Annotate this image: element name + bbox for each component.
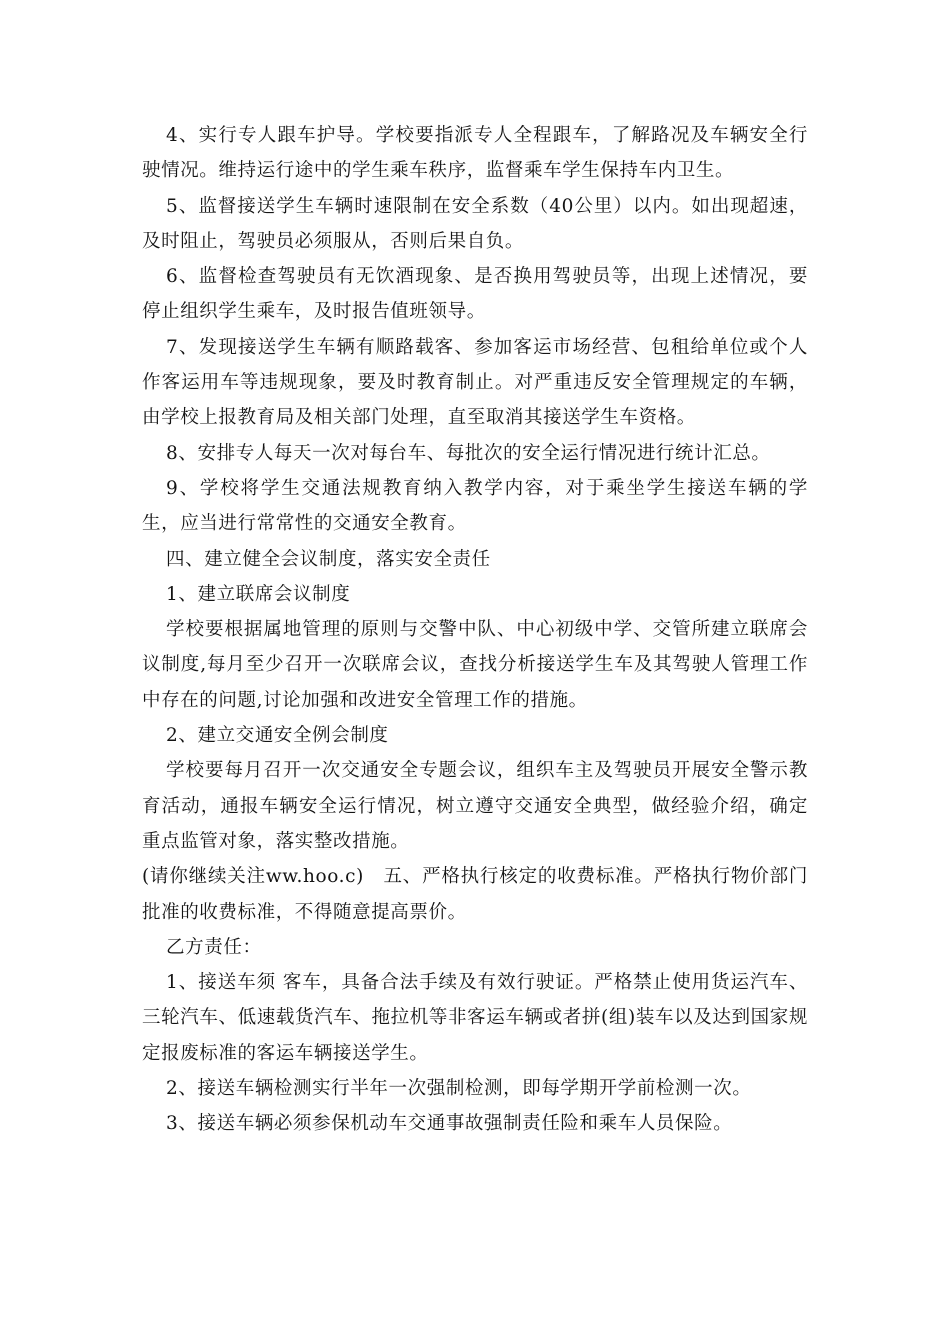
paragraph-item-9: 9、学校将学生交通法规教育纳入教学内容，对于乘坐学生接送车辆的学生，应当进行常常性的交通安全教育。 bbox=[142, 477, 808, 535]
section-heading-4: 四、建立健全会议制度，落实安全责任 bbox=[166, 548, 491, 570]
party-b-item-1: 1、接送车须 客车，具备合法手续及有效行驶证。严格禁止使用货运汽车、三轮汽车、低速载货汽车、拖拉机等非客运车辆或者拼(组)装车以及达到国家规定报废标准的客运车辆接送学生。 bbox=[142, 972, 808, 1064]
party-b-item-3: 3、接送车辆必须参保机动车交通事故强制责任险和乘车人员保险。 bbox=[166, 1113, 733, 1135]
document-body bbox=[142, 118, 808, 1142]
paragraph-item-4: 4、实行专人跟车护导。学校要指派专人全程跟车，了解路况及车辆安全行驶情况。维持运行途中的学生乘车秩序，监督乘车学生保持车内卫生。 bbox=[142, 125, 808, 182]
party-b-heading: 乙方责任： bbox=[166, 936, 262, 958]
paragraph-item-5: 5、监督接送学生车辆时速限制在安全系数（40公里）以内。如出现超速，及时阻止，驾驶员必须服从，否则后果自负。 bbox=[142, 195, 808, 252]
paragraph-item-6: 6、监督检查驾驶员有无饮酒现象、是否换用驾驶员等，出现上述情况，要停止组织学生乘车，及时报告值班领导。 bbox=[142, 266, 808, 323]
subheading-safety-meeting: 2、建立交通安全例会制度 bbox=[166, 725, 389, 747]
party-b-item-2: 2、接送车辆检测实行半年一次强制检测，即每学期开学前检测一次。 bbox=[166, 1078, 752, 1100]
paragraph-item-8: 8、安排专人每天一次对每台车、每批次的安全运行情况进行统计汇总。 bbox=[166, 442, 771, 464]
paragraph-section-5: (请你继续关注ww.hoo.c) 五、严格执行核定的收费标准。严格执行物价部门批准的收费标准，不得随意提高票价。 bbox=[142, 866, 808, 923]
paragraph-joint-meeting: 学校要根据属地管理的原则与交警中队、中心初级中学、交管所建立联席会议制度,每月至少召开一次联席会议，查找分析接送学生车及其驾驶人管理工作中存在的问题,讨论加强和改进安全管理工作的措施。 bbox=[142, 619, 808, 711]
subheading-joint-meeting: 1、建立联席会议制度 bbox=[166, 583, 351, 605]
paragraph-item-7: 7、发现接送学生车辆有顺路载客、参加客运市场经营、包租给单位或个人作客运用车等违规现象，要及时教育制止。对严重违反安全管理规定的车辆，由学校上报教育局及相关部门处理，直至取消其接送学生车资格。 bbox=[142, 336, 808, 429]
paragraph-safety-meeting: 学校要每月召开一次交通安全专题会议，组织车主及驾驶员开展安全警示教育活动，通报车辆安全运行情况，树立遵守交通安全典型，做经验介绍，确定重点监管对象，落实整改措施。 bbox=[142, 760, 808, 852]
